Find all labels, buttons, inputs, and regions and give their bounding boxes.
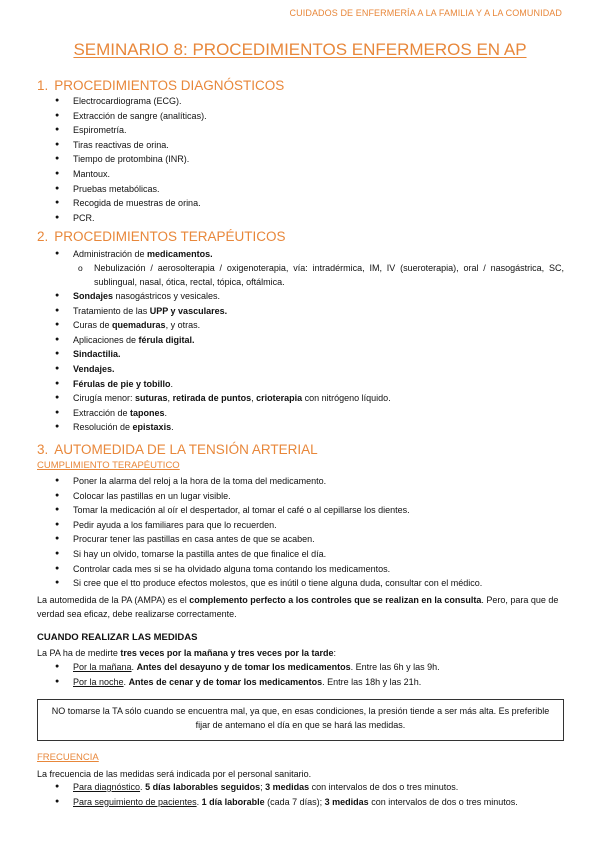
section-1-title: PROCEDIMIENTOS DIAGNÓSTICOS bbox=[54, 78, 285, 93]
item-text: Extracción de bbox=[73, 407, 131, 418]
item-bold: férula digital. bbox=[138, 334, 195, 345]
compliance-subheading: CUMPLIMIENTO TERAPÉUTICO bbox=[37, 460, 180, 471]
section-1-number: 1. bbox=[37, 78, 49, 93]
item-bold: Vendajes. bbox=[73, 363, 115, 374]
nested-item bbox=[78, 262, 564, 289]
para-bold: complemento perfecto a los controles que se realizan en la consulta bbox=[189, 595, 482, 605]
item-text: . Entre las 18h y las 21h. bbox=[322, 676, 422, 687]
list-item bbox=[55, 420, 391, 435]
list-item: ● Electrocardiograma (ECG). bbox=[55, 94, 207, 109]
compliance-list bbox=[55, 474, 482, 591]
list-item: ● Mantoux. bbox=[55, 167, 207, 182]
item-text: . bbox=[140, 782, 146, 792]
item-text: , bbox=[251, 393, 257, 404]
diagnostic-list bbox=[55, 94, 207, 225]
para-text: La PA ha de medirte bbox=[37, 648, 121, 658]
list-item: ● Espirometría. bbox=[55, 123, 207, 138]
item-bold: retirada de puntos bbox=[172, 393, 252, 404]
warning-box: NO tomarse la TA sólo cuando se encuentra mal, ya que, en esas condiciones, la presión tiende a ser más alta. Es preferible fijar de antemano el día en que se hará las medidas. bbox=[37, 699, 564, 741]
item-text: nasogástricos y vesicales. bbox=[113, 291, 221, 301]
item-bold: 3 medidas bbox=[265, 782, 310, 792]
list-item bbox=[55, 333, 391, 348]
list-item bbox=[55, 780, 518, 795]
therapeutic-list-top bbox=[55, 247, 213, 262]
section-3-number: 3. bbox=[37, 442, 49, 457]
list-item bbox=[55, 247, 213, 262]
list-item: ● Extracción de sangre (analíticas). bbox=[55, 109, 207, 124]
item-text: Resolución de bbox=[73, 422, 133, 433]
item-bold: Sondajes bbox=[73, 291, 114, 301]
list-item: ● Procurar tener las pastillas en casa antes de que se acaben. bbox=[55, 532, 482, 547]
frequency-list bbox=[55, 780, 518, 809]
item-underlined: Para seguimiento de pacientes bbox=[73, 796, 197, 807]
when-list bbox=[55, 660, 440, 689]
running-header: CUIDADOS DE ENFERMERÍA A LA FAMILIA Y A LA COMUNIDAD bbox=[289, 8, 562, 18]
list-item bbox=[55, 391, 391, 406]
when-heading: CUANDO REALIZAR LAS MEDIDAS bbox=[37, 632, 198, 643]
list-item bbox=[55, 406, 391, 421]
item-bold: 5 días laborables seguidos bbox=[145, 782, 261, 792]
section-2-heading bbox=[37, 229, 286, 244]
para-text: La automedida de la PA (AMPA) es el bbox=[37, 595, 190, 605]
item-text: Tratamiento de las bbox=[73, 305, 150, 316]
list-item bbox=[55, 795, 518, 810]
item-text: . bbox=[171, 422, 174, 433]
item-text: Cirugía menor: bbox=[73, 393, 136, 404]
item-bold: 3 medidas bbox=[324, 796, 369, 807]
list-item: ● Tiempo de protombina (INR). bbox=[55, 152, 207, 167]
list-item: ● Pruebas metabólicas. bbox=[55, 182, 207, 197]
item-text: con intervalos de dos o tres minutos. bbox=[309, 782, 459, 792]
item-bold: epistaxis bbox=[132, 422, 172, 433]
item-text: . bbox=[164, 407, 168, 418]
list-item: ● Controlar cada mes si se ha olvidado alguna toma contando los medicamentos. bbox=[55, 562, 482, 577]
list-item bbox=[55, 318, 391, 333]
item-bold: Férulas de pie y tobillo bbox=[73, 378, 171, 389]
para-bold: tres veces por la mañana y tres veces por la tarde bbox=[120, 648, 334, 658]
item-bold: Sindactilia. bbox=[73, 349, 121, 360]
nested-text: Nebulización / aerosolterapia / oxigenoterapia, vía: intradérmica, IM, IV (sueroterapia), oral / nasogástrica, SC, sublingual, nasal, ótica, rectal, tópica, oftálmica. bbox=[94, 263, 564, 287]
item-underlined: Por la noche bbox=[73, 676, 124, 687]
frequency-subheading: FRECUENCIA bbox=[37, 752, 99, 763]
item-text: . bbox=[170, 378, 174, 389]
list-item bbox=[55, 362, 391, 377]
item-underlined: Por la mañana bbox=[73, 662, 132, 672]
section-3-title: AUTOMEDIDA DE LA TENSIÓN ARTERIAL bbox=[54, 442, 318, 457]
list-item: ● Colocar las pastillas en un lugar visible. bbox=[55, 489, 482, 504]
list-item: ● Poner la alarma del reloj a la hora de la toma del medicamento. bbox=[55, 474, 482, 489]
item-text: con intervalos de dos o tres minutos. bbox=[368, 796, 518, 807]
item-bold: suturas bbox=[135, 393, 168, 404]
list-item: ● Tomar la medicación al oír el despertador, al tomar el café o al cepillarse los dientes. bbox=[55, 503, 482, 518]
para-text: : bbox=[333, 648, 337, 658]
list-item bbox=[55, 289, 391, 304]
ampa-paragraph bbox=[37, 593, 565, 621]
item-underlined: Para diagnóstico bbox=[73, 782, 141, 792]
page-title: SEMINARIO 8: PROCEDIMIENTOS ENFERMEROS EN AP bbox=[73, 40, 527, 59]
item-bold: tapones bbox=[130, 407, 165, 418]
item-text: Curas de bbox=[73, 320, 113, 331]
list-item: ● Pedir ayuda a los familiares para que lo recuerden. bbox=[55, 518, 482, 533]
list-item bbox=[55, 660, 440, 675]
list-item bbox=[55, 347, 391, 362]
item-text: con nitrógeno líquido. bbox=[302, 393, 391, 404]
section-1-heading bbox=[37, 78, 284, 93]
item-bold: quemaduras bbox=[112, 320, 166, 331]
list-item: ● PCR. bbox=[55, 211, 207, 226]
item-text: , y otras. bbox=[165, 320, 201, 331]
item-text: , bbox=[167, 393, 173, 404]
section-2-title: PROCEDIMIENTOS TERAPÉUTICOS bbox=[54, 229, 286, 244]
list-item bbox=[55, 377, 391, 392]
item-text: Administración de bbox=[73, 249, 148, 259]
list-item: ● Si cree que el tto produce efectos molestos, que es inútil o tiene alguna duda, consultar con el médico. bbox=[55, 576, 482, 591]
item-text: . bbox=[123, 676, 129, 687]
list-item: ● Si hay un olvido, tomarse la pastilla antes de que finalice el día. bbox=[55, 547, 482, 562]
item-bold: 1 día laborable bbox=[201, 796, 265, 807]
item-bold: crioterapia bbox=[256, 393, 303, 404]
section-2-number: 2. bbox=[37, 229, 49, 244]
item-text: ; bbox=[260, 782, 266, 792]
item-bold: medicamentos. bbox=[147, 249, 213, 259]
therapeutic-list bbox=[55, 289, 391, 435]
nested-bullet: o bbox=[78, 263, 83, 273]
item-bold: UPP y vasculares. bbox=[149, 305, 228, 316]
item-bold: Antes de cenar y de tomar los medicamentos bbox=[128, 676, 323, 687]
section-3-heading bbox=[37, 442, 318, 457]
list-item: ● Recogida de muestras de orina. bbox=[55, 196, 207, 211]
list-item: ● Tiras reactivas de orina. bbox=[55, 138, 207, 153]
item-text: (cada 7 días); bbox=[264, 796, 325, 807]
list-item bbox=[55, 675, 440, 690]
item-text: . Entre las 6h y las 9h. bbox=[350, 662, 440, 672]
list-item bbox=[55, 304, 391, 319]
when-intro bbox=[37, 646, 565, 660]
para-text: . Pero, para que de verdad sea eficaz, debe realizarse correctamente. bbox=[37, 595, 559, 619]
item-bold: Antes del desayuno y de tomar los medicamentos bbox=[136, 662, 351, 672]
item-text: Aplicaciones de bbox=[73, 334, 139, 345]
item-text: . bbox=[131, 662, 137, 672]
item-text: . bbox=[196, 796, 202, 807]
frequency-intro: La frecuencia de las medidas será indicada por el personal sanitario. bbox=[37, 769, 312, 779]
